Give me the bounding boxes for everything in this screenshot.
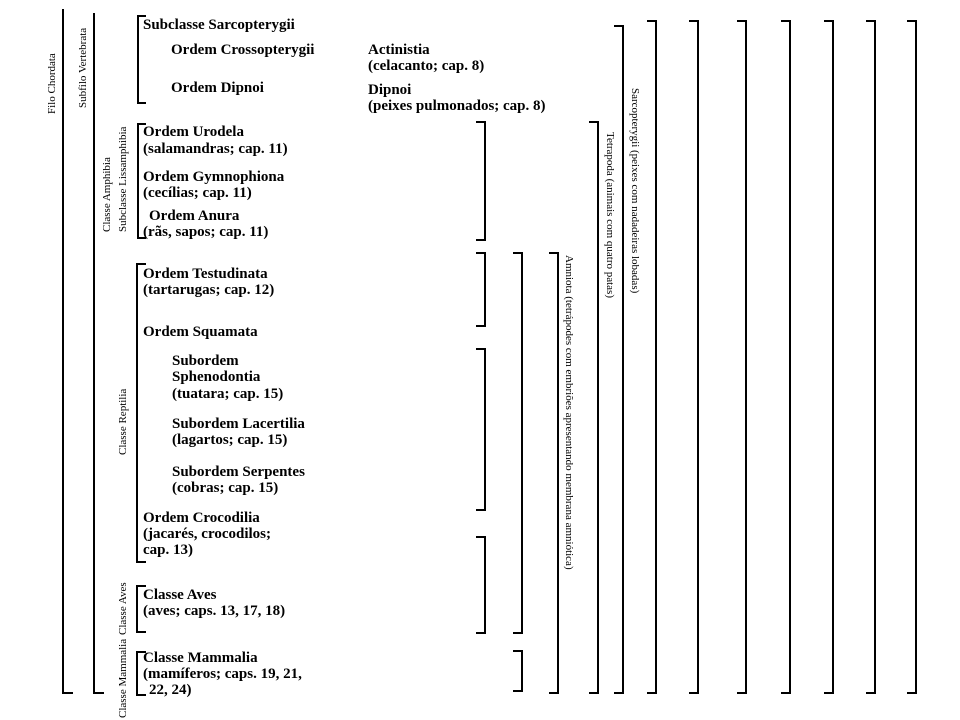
taxon-subordem-serpentes: Subordem Serpentes xyxy=(172,464,305,480)
amniota-bracket xyxy=(550,253,558,693)
taxon-dipnoi-note: (peixes pulmonados; cap. 8) xyxy=(368,98,546,114)
outer-bracket-3 xyxy=(738,21,746,693)
taxon-serpentes-note: (cobras; cap. 15) xyxy=(172,480,279,496)
lepidosauria-right-bracket xyxy=(477,349,485,510)
taxon-sphenodontia: Sphenodontia xyxy=(172,369,261,385)
taxon-classe-aves: Classe Aves xyxy=(143,587,217,603)
taxon-ordem-urodela: Ordem Urodela xyxy=(143,124,244,140)
taxon-aves-note: (aves; caps. 13, 17, 18) xyxy=(143,603,286,619)
label-tetrapoda: Tetrapoda (animais com quatro patas) xyxy=(604,132,616,298)
taxon-dipnoi: Dipnoi xyxy=(368,82,412,98)
taxon-ordem-crocodilia: Ordem Crocodilia xyxy=(143,510,260,526)
outer-bracket-2 xyxy=(690,21,698,693)
label-classe-mammalia: Classe Mammalia xyxy=(117,638,129,718)
label-classe-amphibia: Classe Amphibia xyxy=(101,157,113,232)
label-subclasse-lissamphibia: Subclasse Lissamphibia xyxy=(117,126,129,232)
label-classe-aves: Classe Aves xyxy=(117,582,129,635)
taxon-gymnophiona-note: (cecílias; cap. 11) xyxy=(143,185,252,201)
archosauria-right-bracket xyxy=(477,537,485,633)
taxon-mammalia-note: (mamíferos; caps. 19, 21, xyxy=(143,666,302,682)
outer-bracket-7 xyxy=(908,21,916,693)
taxon-mammalia-note-cont: 22, 24) xyxy=(149,682,192,698)
tetrapoda-bracket xyxy=(590,122,598,693)
taxon-actinistia: Actinistia xyxy=(368,42,430,58)
label-filo-chordata: Filo Chordata xyxy=(46,53,58,114)
mammalia-right-bracket xyxy=(514,651,522,691)
taxon-actinistia-note: (celacanto; cap. 8) xyxy=(368,58,485,74)
taxon-ordem-squamata: Ordem Squamata xyxy=(143,324,258,340)
taxon-anura-note: (rãs, sapos; cap. 11) xyxy=(143,224,269,240)
amphibia-right-bracket xyxy=(477,122,485,240)
taxon-crocodilia-note-cont: cap. 13) xyxy=(143,542,193,558)
taxon-sphenodontia-note: (tuatara; cap. 15) xyxy=(172,386,284,402)
label-amniota: Amniota (tetrápodes com embriões apresentando membrana amniótica) xyxy=(563,255,575,570)
outer-bracket-6 xyxy=(867,21,875,693)
taxon-classe-mammalia: Classe Mammalia xyxy=(143,650,258,666)
taxon-ordem-anura: Ordem Anura xyxy=(149,208,240,224)
taxon-lacertilia-note: (lagartos; cap. 15) xyxy=(172,432,288,448)
label-sarcopterygii-clade: Sarcopterygii (peixes com nadadeiras lobadas) xyxy=(629,88,641,294)
taxon-testudinata-note: (tartarugas; cap. 12) xyxy=(143,282,275,298)
reptilia-aves-right-bracket xyxy=(514,253,522,633)
subfilo-bracket xyxy=(94,14,103,693)
taxon-crocodilia-note: (jacarés, crocodilos; xyxy=(143,526,272,542)
taxon-subclasse-sarcopterygii: Subclasse Sarcopterygii xyxy=(143,17,295,33)
testudinata-right-bracket xyxy=(477,253,485,326)
taxon-ordem-testudinata: Ordem Testudinata xyxy=(143,266,268,282)
filo-bracket xyxy=(63,10,72,693)
taxon-ordem-crossopterygii: Ordem Crossopterygii xyxy=(171,42,315,58)
outer-bracket-4 xyxy=(782,21,790,693)
outer-bracket-5 xyxy=(825,21,833,693)
sarcopterygii-clade-bracket xyxy=(615,26,623,693)
label-subfilo-vertebrata: Subfilo Vertebrata xyxy=(77,27,89,108)
taxon-urodela-note: (salamandras; cap. 11) xyxy=(143,141,288,157)
outer-bracket-1 xyxy=(648,21,656,693)
taxon-subordem-lacertilia: Subordem Lacertilia xyxy=(172,416,305,432)
taxon-ordem-dipnoi: Ordem Dipnoi xyxy=(171,80,264,96)
label-classe-reptilia: Classe Reptilia xyxy=(117,388,129,455)
taxon-subordem-label: Subordem xyxy=(172,353,239,369)
taxon-ordem-gymnophiona: Ordem Gymnophiona xyxy=(143,169,285,185)
